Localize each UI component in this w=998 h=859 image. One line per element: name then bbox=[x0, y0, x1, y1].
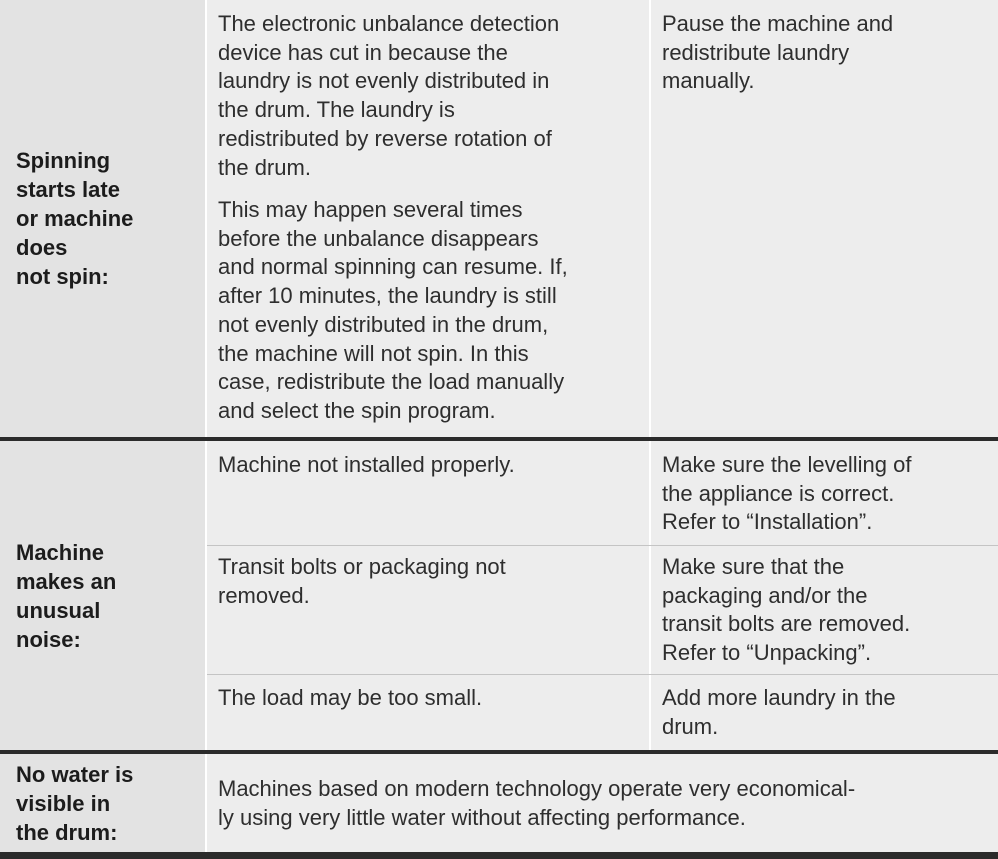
remedy-text: Pause the machine and redistribute laundry manually. bbox=[662, 11, 894, 94]
row-label-text: Spinning starts late or machine does not spin: bbox=[16, 148, 134, 289]
cause-cell bbox=[207, 675, 649, 750]
row-label-text: No water is visible in the drum: bbox=[16, 761, 134, 845]
remedy-text: Make sure that the packaging and/or the transit bolts are removed. Refer to “Unpacking”. bbox=[662, 554, 911, 666]
cause-text: The electronic unbalance detection device has cut in because the laundry is not evenly distributed in the drum. The laundry is redistributed by reverse rotation of the drum. bbox=[218, 11, 560, 180]
cause-cell bbox=[207, 0, 649, 437]
cause-text: Machine not installed properly. bbox=[218, 452, 515, 477]
cause-text: This may happen several times before the unbalance disappears and normal spinning can resume. If, after 10 minutes, the laundry is still not evenly distributed in the drum, the machine will not spin. In this case, redistribute the load manually and select the spin program. bbox=[218, 197, 568, 423]
row-label-spinning bbox=[0, 0, 205, 437]
cause-cell bbox=[207, 546, 649, 674]
remedy-cell bbox=[651, 441, 998, 545]
remedy-text: Make sure the levelling of the appliance is correct. Refer to “Installation”. bbox=[662, 452, 912, 535]
remedy-cell bbox=[651, 546, 998, 674]
row-label-noise bbox=[0, 441, 205, 750]
cause-text: The load may be too small. bbox=[218, 685, 483, 710]
remedy-text: Add more laundry in the drum. bbox=[662, 685, 896, 739]
table-bottom-border bbox=[0, 852, 998, 859]
row-label-no-water bbox=[0, 754, 205, 852]
row-label-text: Machine makes an unusual noise: bbox=[16, 539, 117, 652]
cause-text: Transit bolts or packaging not removed. bbox=[218, 554, 506, 608]
remedy-cell bbox=[651, 675, 998, 750]
explanation-text: Machines based on modern technology operate very economical- ly using very little water without affecting performance. bbox=[218, 776, 856, 830]
explanation-cell bbox=[207, 754, 998, 852]
remedy-cell bbox=[651, 0, 998, 437]
cause-cell bbox=[207, 441, 649, 545]
